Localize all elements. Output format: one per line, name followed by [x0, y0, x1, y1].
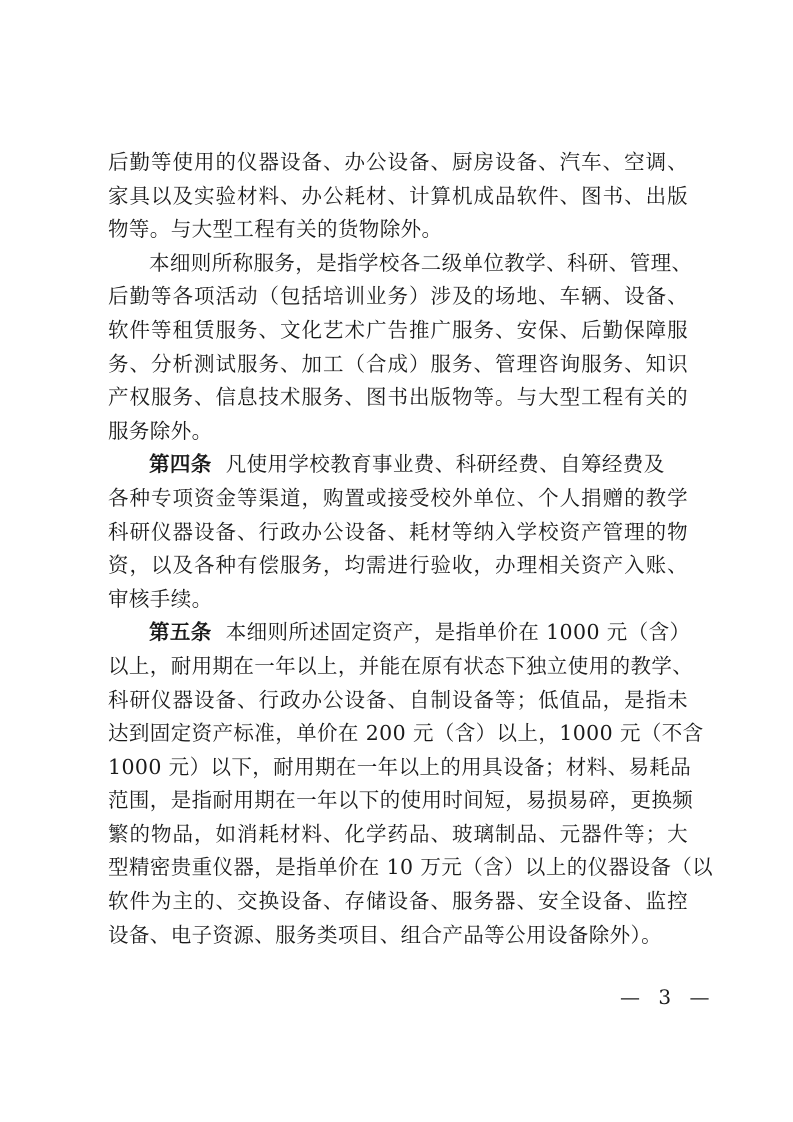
text-line — [108, 448, 688, 482]
text-line: 繁的物品，如消耗材料、化学药品、玻璃制品、元器件等；大 — [108, 821, 688, 846]
text-line: 型精密贵重仪器，是指单价在 10 万元（含）以上的仪器设备（以 — [108, 855, 714, 880]
text-line: 达到固定资产标准，单价在 200 元（含）以上，1000 元（不含 — [108, 721, 704, 746]
text-line: 软件等租赁服务、文化艺术广告推广服务、安保、后勤保障服 — [108, 317, 688, 342]
article-4 — [108, 448, 688, 616]
text-line — [108, 616, 691, 650]
text-line: 各种专项资金等渠道，购置或接受校外单位、个人捐赠的教学 — [108, 485, 688, 510]
text-line: 产权服务、信息技术服务、图书出版物等。与大型工程有关的 — [108, 385, 688, 410]
text-line: 服务除外。 — [108, 418, 213, 443]
text-line-body: 本细则所述固定资产，是指单价在 1000 元（含） — [225, 620, 691, 645]
text-line: 后勤等使用的仪器设备、办公设备、厨房设备、汽车、空调、 — [108, 150, 688, 174]
text-line: 科研仪器设备、行政办公设备、耗材等纳入学校资产管理的物 — [108, 519, 688, 544]
text-line: 审核手续。 — [108, 586, 213, 611]
paragraph-goods-scope — [108, 146, 688, 247]
text-line: 资，以及各种有偿服务，均需进行验收，办理相关资产入账、 — [108, 553, 688, 578]
text-line: 物等。与大型工程有关的货物除外。 — [108, 217, 443, 242]
document-body — [108, 146, 714, 952]
paragraph-services-scope — [108, 247, 693, 449]
text-line: 设备、电子资源、服务类项目、组合产品等公用设备除外）。 — [108, 922, 663, 947]
text-line: 1000 元）以下，耐用期在一年以上的用具设备；材料、易耗品 — [108, 754, 692, 779]
text-line: 务、分析测试服务、加工（合成）服务、管理咨询服务、知识 — [108, 351, 688, 376]
article-heading: 第五条 — [149, 620, 212, 645]
text-line: 家具以及实验材料、办公耗材、计算机成品软件、图书、出版 — [108, 183, 688, 208]
article-heading: 第四条 — [149, 452, 212, 477]
text-line: 后勤等各项活动（包括培训业务）涉及的场地、车辆、设备、 — [108, 284, 688, 309]
text-line: 科研仪器设备、行政办公设备、自制设备等；低值品，是指未 — [108, 687, 688, 712]
article-5 — [108, 616, 714, 952]
text-line-body: 凡使用学校教育事业费、科研经费、自筹经费及 — [225, 452, 665, 477]
page-number: — 3 — — [620, 985, 716, 1009]
text-line: 范围，是指耐用期在一年以下的使用时间短，易损易碎，更换频 — [108, 788, 694, 813]
text-line: 软件为主的、交换设备、存储设备、服务器、安全设备、监控 — [108, 889, 688, 914]
text-line: 本细则所称服务，是指学校各二级单位教学、科研、管理、 — [149, 250, 693, 275]
text-line: 以上，耐用期在一年以上，并能在原有状态下独立使用的教学、 — [108, 653, 694, 678]
